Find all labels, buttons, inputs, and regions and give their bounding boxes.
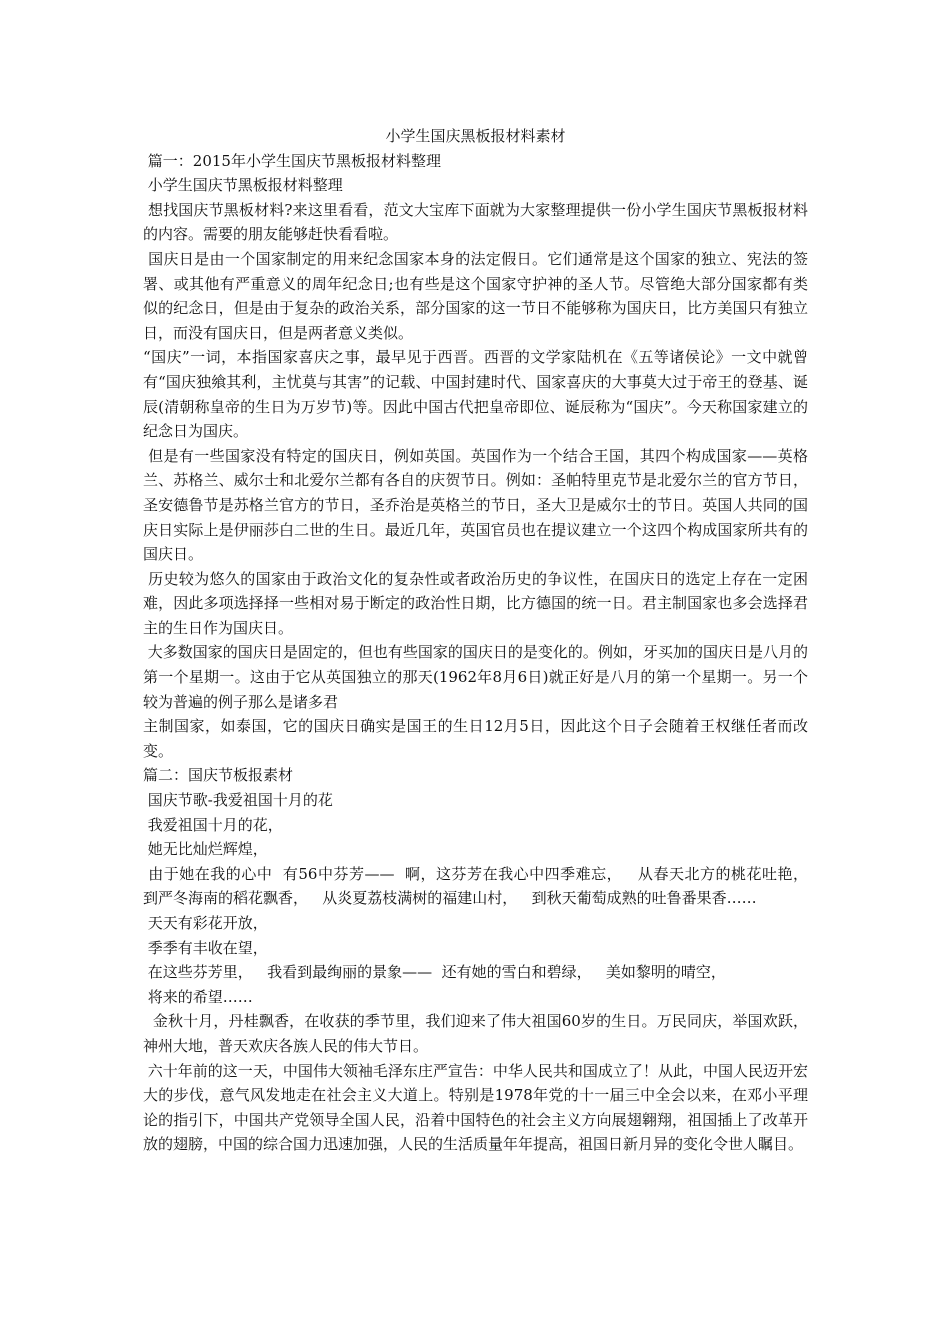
paragraph: 金秋十月，丹桂飘香，在收获的季节里，我们迎来了伟大祖国60岁的生日。万民同庆，举国欢跃，神州大地，普天欢庆各族人民的伟大节日。	[143, 1012, 808, 1055]
paragraph: 六十年前的这一天，中国伟大领袖毛泽东庄严宣告：中华人民共和国成立了！从此，中国人民迈开宏大的步伐，意气风发地走在社会主义大道上。特别是1978年党的十一届三中全会以来，在邓小平理论的指引下，中国共产党领导全国人民，沿着中国特色的社会主义方向展翅翱翔，祖国插上了改革开放的翅膀，中国的综合国力迅速加强，人民的生活质量年年提高，祖国日新月异的变化令世人瞩目。	[143, 1061, 808, 1154]
paragraph-list	[143, 149, 823, 1157]
paragraph: 由于她在我的心中 有56中芬芳—— 啊，这芬芳在我心中四季难忘， 从春天北方的桃花吐艳， 到严冬海南的稻花飘香， 从炎夏荔枝满树的福建山村， 到秋天葡萄成熟的吐鲁番果香……	[143, 864, 823, 908]
paragraph: “国庆”一词，本指国家喜庆之事，最早见于西晋。西晋的文学家陆机在《五等诸侯论》一文中就曾有“国庆独飨其利，主忧莫与其害”的记载、中国封建时代、国家喜庆的大事莫大过于帝王的登基、诞辰(清朝称皇帝的生日为万岁节)等。因此中国古代把皇帝即位、诞辰称为“国庆”。今天称国家建立的纪念日为国庆。	[143, 348, 808, 441]
paragraph: 大多数国家的国庆日是固定的，但也有些国家的国庆日的是变化的。例如，牙买加的国庆日是八月的第一个星期一。这由于它从英国独立的那天(1962年8月6日)就正好是八月的第一个星期一。另一个较为普遍的例子那么是诸多君	[143, 643, 808, 711]
document-title: 小学生国庆黑板报材料素材	[385, 127, 566, 145]
paragraph: 将来的希望……	[143, 987, 253, 1006]
paragraph: 历史较为悠久的国家由于政治文化的复杂性或者政治历史的争议性，在国庆日的选定上存在一定困难，因此多项选择择一些相对易于断定的政治性日期，比方德国的统一日。君主制国家也多会选择君主的生日作为国庆日。	[143, 569, 808, 637]
paragraph: 天天有彩花开放，	[143, 914, 268, 932]
paragraph: 国庆日是由一个国家制定的用来纪念国家本身的法定假日。它们通常是这个国家的独立、宪法的签署、或其他有严重意义的周年纪念日;也有些是这个国家守护神的圣人节。尽管绝大部分国家都有类似的纪念日，但是由于复杂的政治关系，部分国家的这一节日不能够称为国庆日，比方美国只有独立日，而没有国庆日，但是两者意义类似。	[143, 249, 808, 342]
paragraph: 但是有一些国家没有特定的国庆日，例如英国。英国作为一个结合王国，其四个构成国家——英格兰、苏格兰、威尔士和北爱尔兰都有各自的庆贺节日。例如：圣帕特里克节是北爱尔兰的官方节日，圣安德鲁节是苏格兰官方的节日，圣乔治是英格兰的节日，圣大卫是威尔士的节日。英国人共同的国庆日实际上是伊丽莎白二世的生日。最近几年，英国官员也在提议建立一个这四个构成国家所共有的国庆日。	[143, 446, 808, 564]
paragraph: 小学生国庆节黑板报材料整理	[143, 176, 343, 195]
paragraph: 主制国家，如泰国，它的国庆日确实是国王的生日12月5日，因此这个日子会随着王权继任者而改变。	[143, 717, 808, 760]
paragraph: 想找国庆节黑板材料?来这里看看，范文大宝库下面就为大家整理提供一份小学生国庆节黑板报材料的内容。需要的朋友能够赶快看看啦。	[143, 200, 808, 244]
paragraph: 篇二：国庆节板报素材	[143, 766, 294, 785]
paragraph: 她无比灿烂辉煌，	[143, 840, 268, 859]
paragraph: 国庆节歌-我爱祖国十月的花	[143, 791, 333, 810]
paragraph: 我爱祖国十月的花，	[143, 815, 283, 834]
paragraph: 篇一：2015年小学生国庆节黑板报材料整理	[143, 151, 441, 170]
document-body	[143, 124, 823, 1157]
paragraph: 在这些芬芳里， 我看到最绚丽的景象—— 还有她的雪白和碧绿， 美如黎明的晴空，	[143, 963, 726, 982]
paragraph: 季季有丰收在望，	[143, 938, 268, 957]
